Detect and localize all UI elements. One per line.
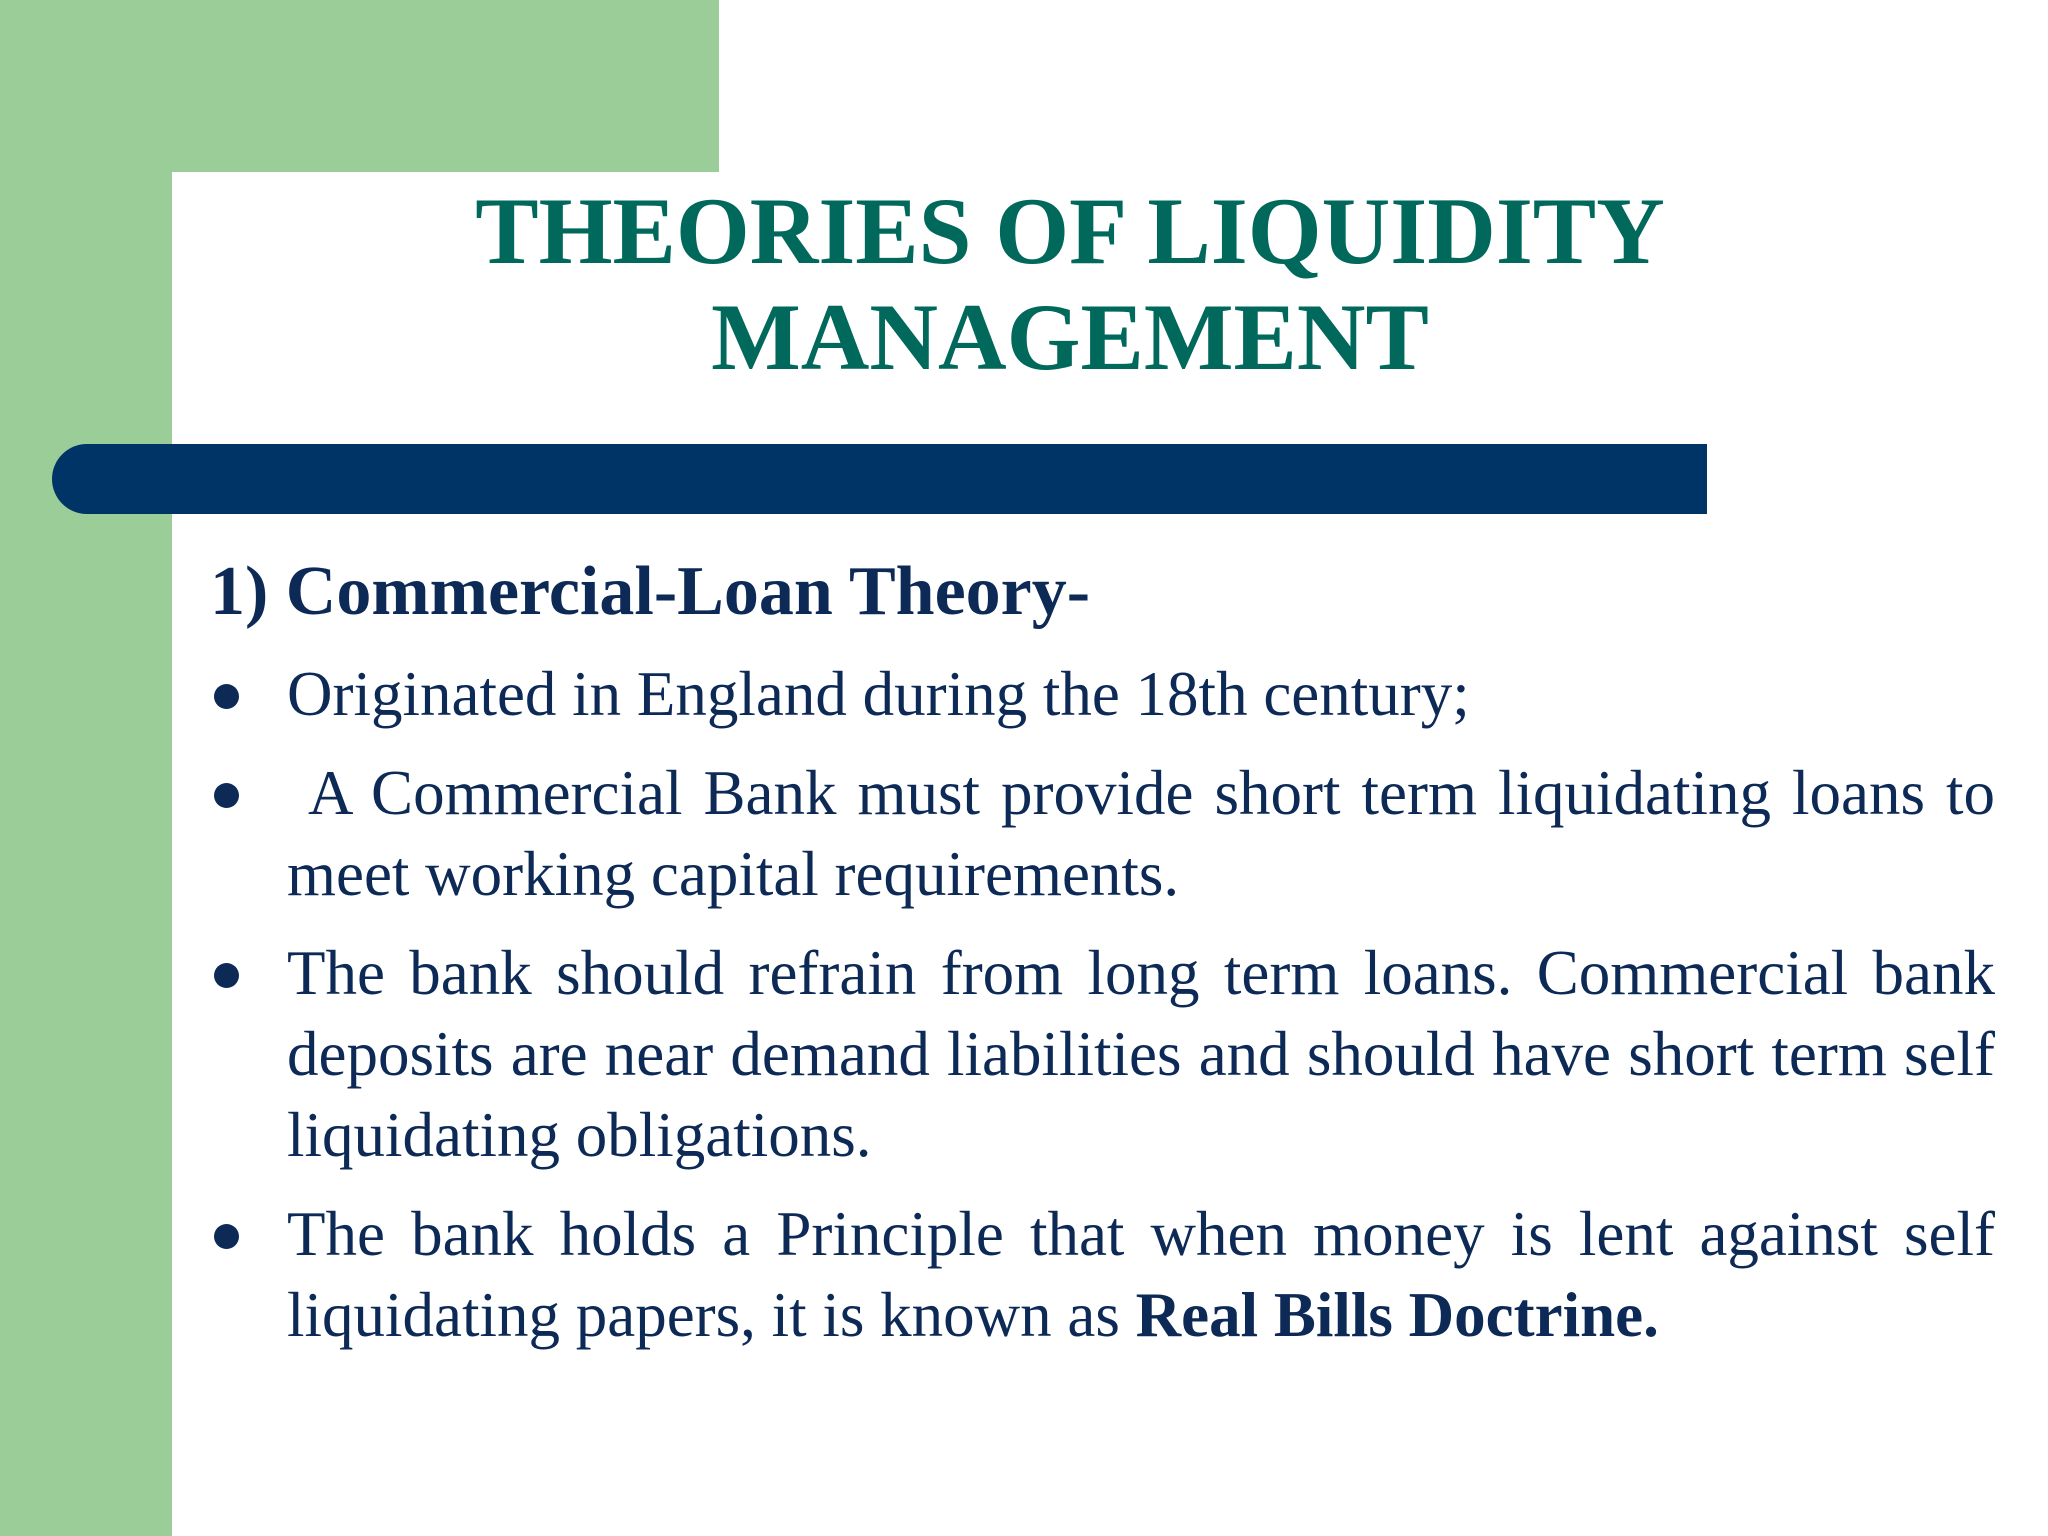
bullet-item-2 bbox=[210, 753, 1995, 915]
bullet-text: The bank should refrain from long term loans. Commercial bank deposits are near demand liabilities and should have short term self liquidating obligations. bbox=[287, 938, 1995, 1170]
bullet-icon bbox=[214, 1224, 239, 1249]
bullet-bold-term: Real Bills Doctrine. bbox=[1135, 1280, 1659, 1350]
bullet-item-4 bbox=[210, 1194, 1995, 1356]
bullet-item-1 bbox=[210, 654, 1995, 735]
bullet-icon bbox=[214, 963, 239, 988]
bullet-text: The bank holds a Principle that when money is lent against self liquidating papers, it is known as bbox=[287, 1199, 1995, 1350]
bullet-icon bbox=[214, 684, 239, 709]
green-side-band bbox=[0, 0, 172, 1536]
bullet-item-3 bbox=[210, 933, 1995, 1176]
bullet-text: Originated in England during the 18th century; bbox=[287, 659, 1470, 729]
title-line-1: THEORIES OF LIQUIDITY bbox=[475, 178, 1665, 284]
slide-title bbox=[290, 178, 1850, 390]
green-top-band bbox=[0, 0, 719, 172]
bullet-list bbox=[210, 654, 1995, 1374]
title-line-2: MANAGEMENT bbox=[711, 284, 1429, 390]
title-divider-bar bbox=[52, 444, 1707, 514]
bullet-text: A Commercial Bank must provide short term liquidating loans to meet working capital requirements. bbox=[287, 758, 1995, 909]
bullet-icon bbox=[214, 783, 239, 808]
section-heading: 1) Commercial-Loan Theory- bbox=[210, 553, 1091, 630]
